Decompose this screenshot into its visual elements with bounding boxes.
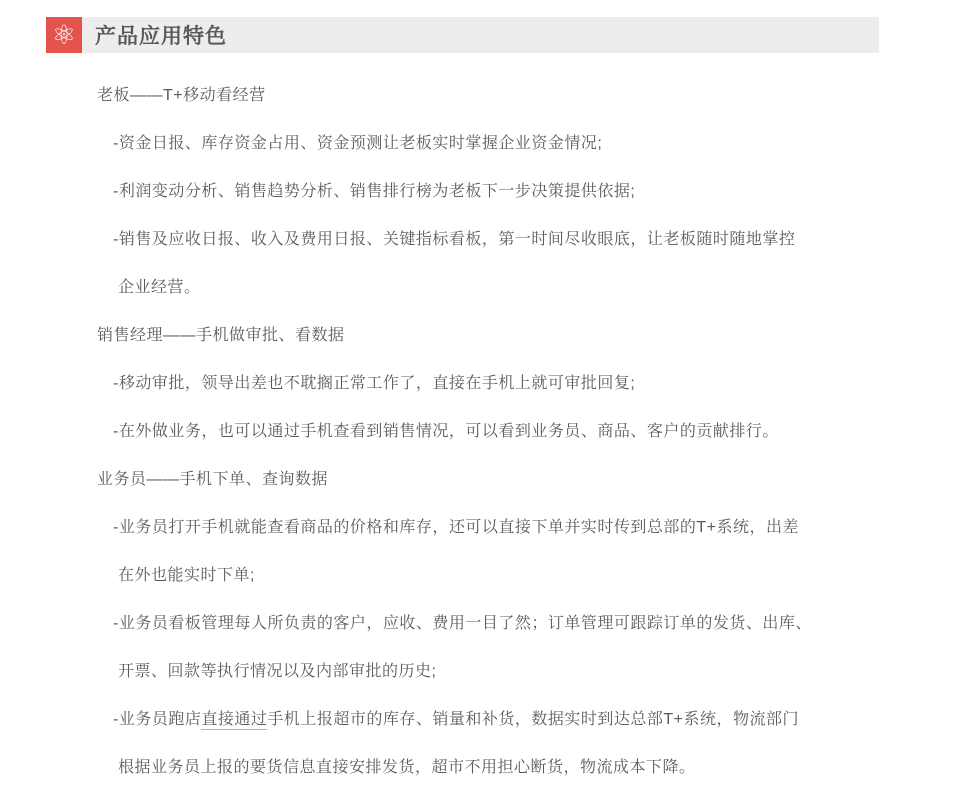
feature-line (97, 360, 909, 408)
atom-icon (46, 17, 82, 53)
role-heading-line (97, 72, 909, 120)
feature-text (0, 72, 969, 792)
feature-line (97, 264, 909, 312)
section-header (46, 17, 879, 53)
feature-line (97, 648, 909, 696)
text-segment: -业务员跑店 (113, 711, 202, 728)
text-segment: -资金日报、库存资金占用、资金预测让老板实时掌握企业资金情况; (113, 135, 603, 152)
text-segment: 业务员——手机下单、查询数据 (97, 471, 329, 488)
page-title: 产品应用特色 (95, 25, 227, 48)
text-segment: 根据业务员上报的要货信息直接安排发货，超市不用担心断货，物流成本下降。 (118, 759, 696, 776)
feature-line (97, 120, 909, 168)
text-segment: 开票、回款等执行情况以及内部审批的历史; (118, 663, 437, 680)
text-segment: -业务员打开手机就能查看商品的价格和库存，还可以直接下单并实时传到总部的T+系统，出差 (113, 519, 799, 536)
text-segment: -利润变动分析、销售趋势分析、销售排行榜为老板下一步决策提供依据; (113, 183, 636, 200)
role-heading-line (97, 312, 909, 360)
feature-line (97, 744, 909, 792)
feature-line (97, 408, 909, 456)
text-segment: 销售经理——手机做审批、看数据 (97, 327, 345, 344)
section-header-bar (82, 17, 879, 53)
keyword-link[interactable]: 直接通过 (201, 711, 268, 728)
atom-icon-glyph: ⚛ (51, 19, 77, 51)
text-segment: -在外做业务，也可以通过手机查看到销售情况，可以看到业务员、商品、客户的贡献排行。 (113, 423, 779, 440)
text-segment: -销售及应收日报、收入及费用日报、关键指标看板，第一时间尽收眼底，让老板随时随地掌控 (113, 231, 796, 248)
feature-line (97, 168, 909, 216)
text-segment: 企业经营。 (118, 279, 201, 296)
feature-line (97, 600, 909, 648)
text-segment: -业务员看板管理每人所负责的客户，应收、费用一目了然；订单管理可跟踪订单的发货、出库、 (113, 615, 812, 632)
role-heading-line (97, 456, 909, 504)
text-segment: 手机上报超市的库存、销量和补货，数据实时到达总部T+系统，物流部门 (267, 711, 799, 728)
feature-line (97, 552, 909, 600)
text-segment: 在外也能实时下单; (118, 567, 255, 584)
text-segment: 老板——T+移动看经营 (97, 87, 266, 104)
text-segment: -移动审批，领导出差也不耽搁正常工作了，直接在手机上就可审批回复; (113, 375, 636, 392)
feature-line (97, 216, 909, 264)
feature-line (97, 696, 909, 744)
feature-line (97, 504, 909, 552)
